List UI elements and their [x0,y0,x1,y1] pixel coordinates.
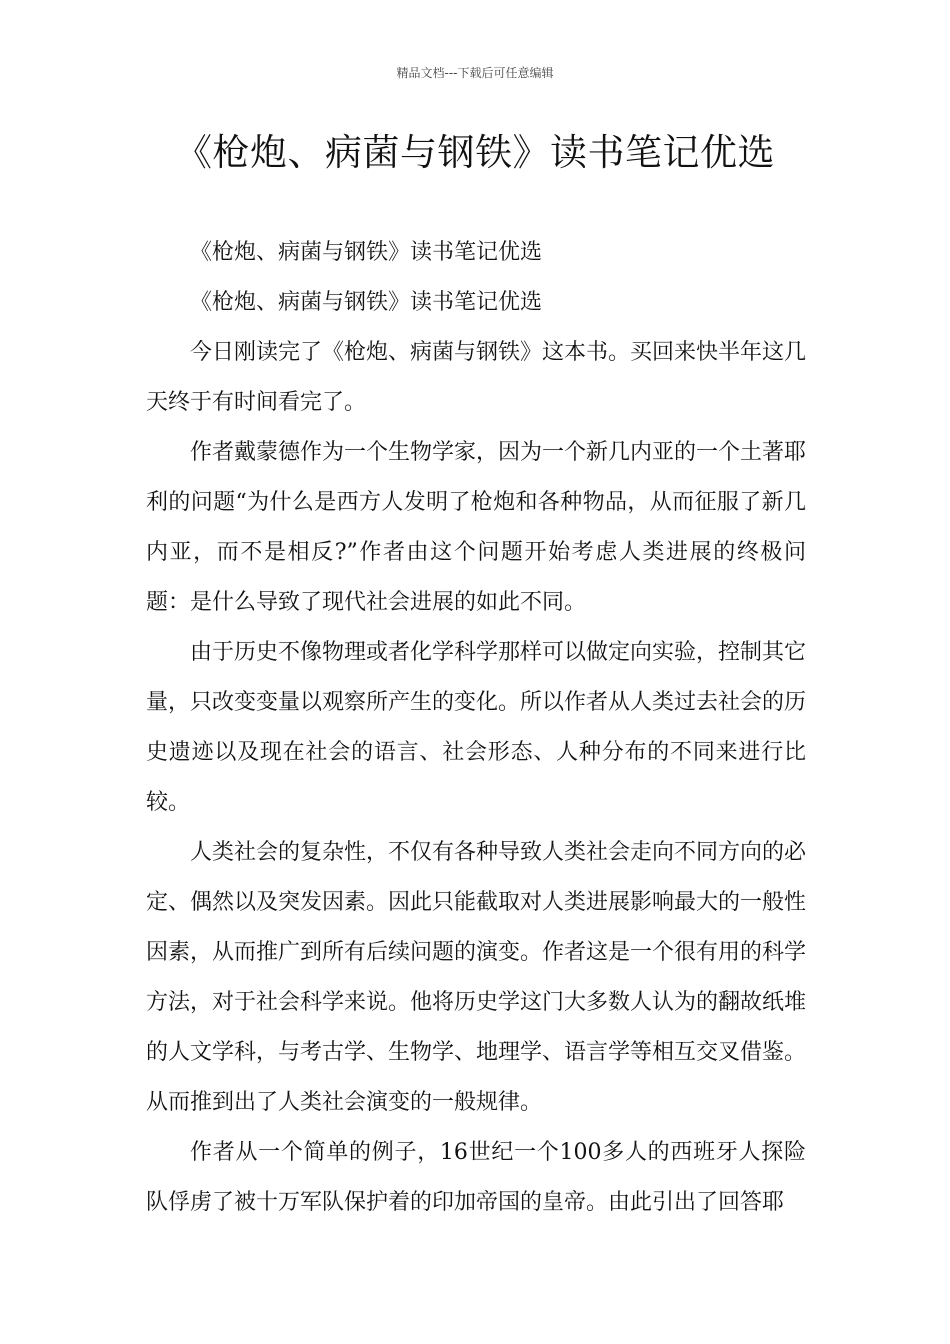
paragraph-complexity: 人类社会的复杂性，不仅有各种导致人类社会走向不同方向的必定、偶然以及突发因素。因此只能截取对人类进展影响最大的一般性因素，从而推广到所有后续问题的演变。作者这是一个很有用的科学方法，对于社会科学来说。他将历史学这门大多数人认为的翻故纸堆的人文学科，与考古学、生物学、地理学、语言学等相互交叉借鉴。从而推到出了人类社会演变的一般规律。 [146,840,807,1115]
paragraph-intro: 今日刚读完了《枪炮、病菌与钢铁》这本书。买回来快半年这几天终于有时间看完了。 [146,340,807,415]
paragraph-subtitle-1: 《枪炮、病菌与钢铁》读书笔记优选 [190,240,543,265]
document-body [146,228,806,1228]
paragraph-method: 由于历史不像物理或者化学科学那样可以做定向实验，控制其它量，只改变变量以观察所产生的变化。所以作者从人类过去社会的历史遗迹以及现在社会的语言、社会形态、人种分布的不同来进行比较。 [146,640,807,815]
page-title: 《枪炮、病菌与钢铁》读书笔记优选 [175,131,775,174]
paragraph-author-question: 作者戴蒙德作为一个生物学家，因为一个新几内亚的一个土著耶利的问题“为什么是西方人发明了枪炮和各种物品，从而征服了新几内亚，而不是相反?”作者由这个问题开始考虑人类进展的终极问题：是什么导致了现代社会进展的如此不同。 [146,440,807,615]
paragraph-subtitle-2: 《枪炮、病菌与钢铁》读书笔记优选 [190,290,543,315]
paragraph-example: 作者从一个简单的例子，16世纪一个100多人的西班牙人探险队俘虏了被十万军队保护着的印加帝国的皇帝。由此引出了回答耶 [146,1140,806,1215]
header-note: 精品文档---下载后可任意编辑 [396,66,554,80]
